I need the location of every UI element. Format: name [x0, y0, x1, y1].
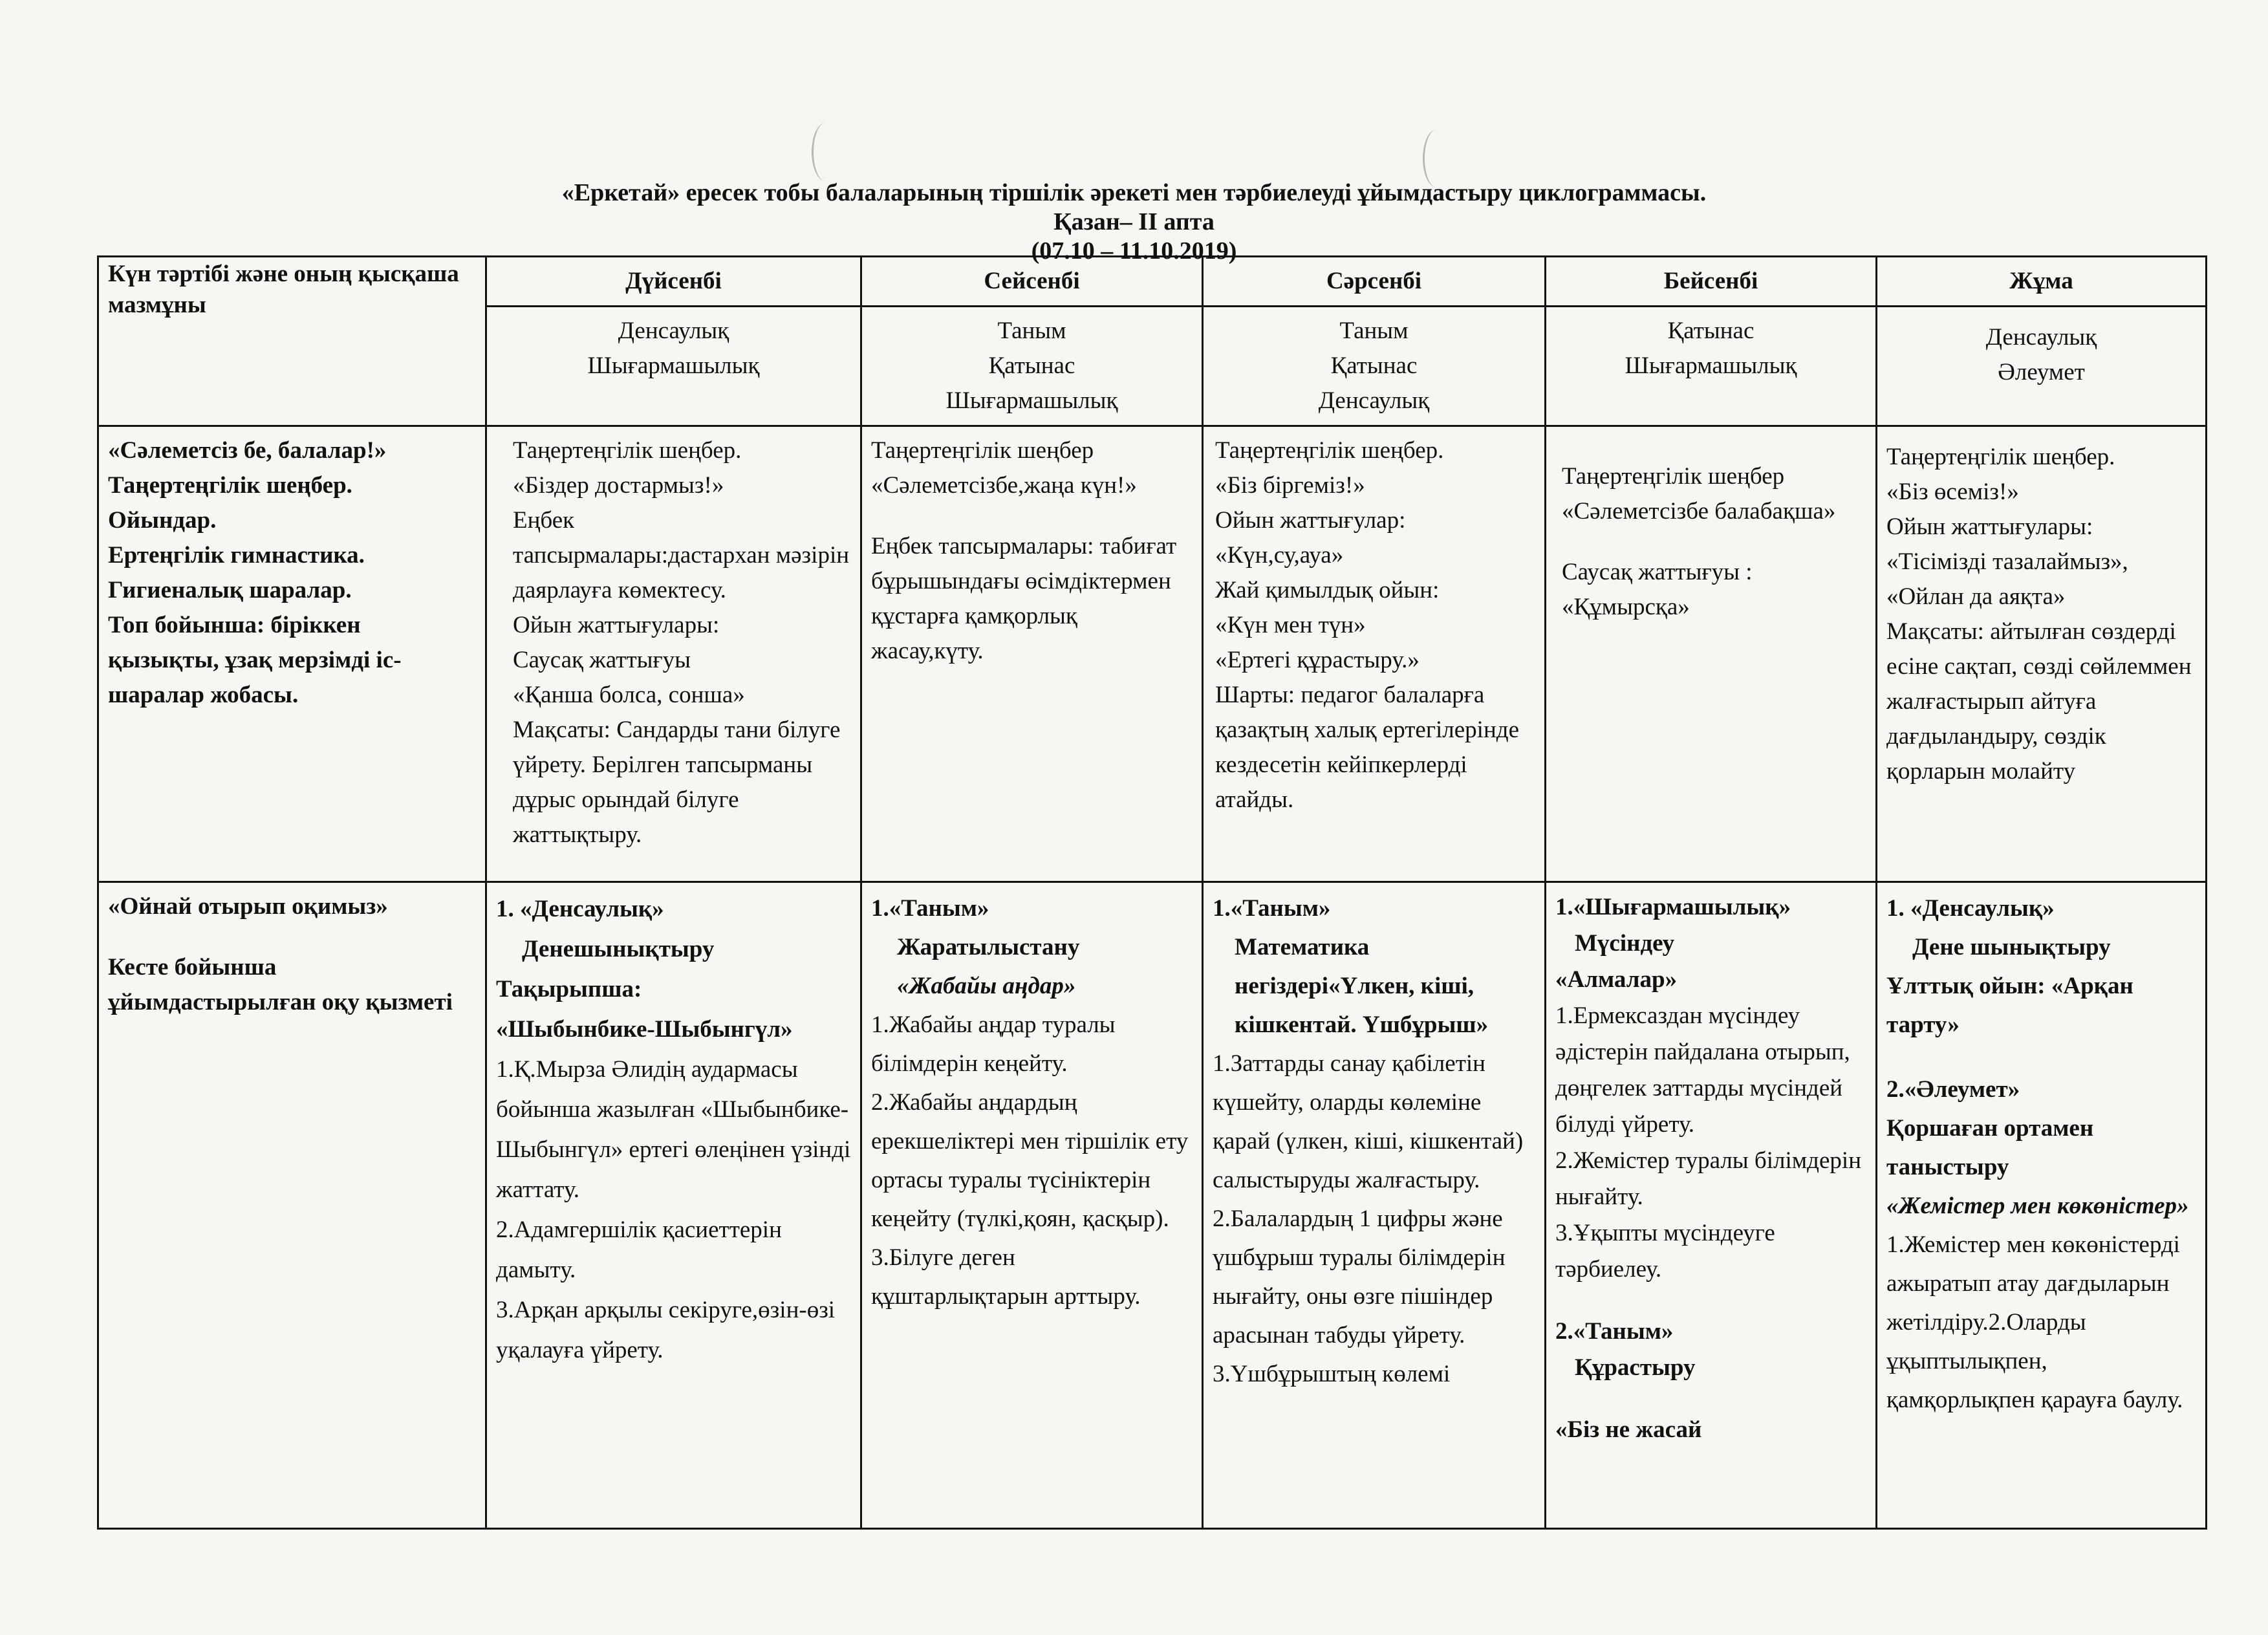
spacer: [1555, 1386, 1866, 1412]
subject-heading: Денешынықтыру: [522, 936, 715, 962]
subject-heading: Құрастыру: [1575, 1354, 1696, 1381]
routine-line: Кесте бойынша ұйымдастырылған оқу қызметі: [108, 954, 453, 1015]
punch-hole-mark: [812, 123, 839, 181]
cell-line: Саусақ жаттығуы :: [1562, 559, 1753, 585]
cell-line: «Сәлеметсізбе,жаңа күн!»: [871, 472, 1137, 499]
cell-line: 1.Ермексаздан мүсіндеу әдістерін пайдалана отырып, дөңгелек заттарды мүсіндей білуді үйрету.: [1555, 1002, 1850, 1138]
cell-line: Мақсаты: Сандарды тани білуге үйрету. Берілген тапсырманы дұрыс орындай білуге жаттықтыру.: [513, 717, 841, 848]
spacer: [871, 503, 1193, 529]
learning-friday: [1877, 882, 2207, 1529]
cell-line: «Біз өсеміз!»: [1886, 479, 2019, 505]
areas-friday: [1877, 307, 2207, 426]
title-line-3: (07.10 – 11.10.2019): [1031, 237, 1237, 265]
cell-line: «Күн мен түн»: [1215, 612, 1366, 638]
subject-topic: «Шыбынбике-Шыбынгүл»: [496, 1016, 793, 1043]
spacer: [1555, 1288, 1866, 1314]
cell-line: Ойын жаттығулар:: [1215, 507, 1406, 534]
cell-line: Таңертеңгілік шеңбер: [1562, 463, 1785, 490]
subject-topic: «Жемістер мен көкөністер»: [1886, 1193, 2189, 1219]
cell-line: «Біз біргеміз!»: [1215, 472, 1365, 499]
cell-line: «Қанша болса, сонша»: [513, 682, 745, 708]
cell-line: 2.Балалардың 1 цифры және үшбұрыш туралы білімдерін нығайту, оны өзге пішіндер арасынан табуды үйрету.: [1213, 1206, 1506, 1348]
cell-line: тапсырмалары:дастархан мәзірін даярлауға көмектесу.: [513, 542, 850, 603]
cell-line: «Біздер достармыз!»: [513, 472, 724, 499]
cell-line: 3.Ұқыпты мүсіндеуге тәрбиелеу.: [1555, 1220, 1775, 1283]
area-label: Шығармашылық: [587, 352, 760, 379]
cell-line: «Сәлеметсізбе балабақша»: [1562, 498, 1836, 525]
spacer: [108, 924, 476, 950]
area-label: Денсаулық: [618, 318, 729, 344]
header-row-days: [98, 257, 2207, 307]
area-label: Қатынас: [988, 352, 1075, 379]
cell-line: «Құмырсқа»: [1562, 594, 1690, 620]
subject-heading: Дене шынықтыру: [1912, 934, 2111, 960]
subject-heading: 1.«Таным»: [1213, 895, 1331, 922]
subject-topic: «Алмалар»: [1555, 966, 1678, 993]
areas-wednesday: [1203, 307, 1546, 426]
row-organized-learning: [98, 882, 2207, 1529]
cyclogram-table: [97, 255, 2207, 1530]
header-routine-cell: [98, 257, 486, 426]
routine-line: Ойындар.: [108, 507, 217, 534]
header-routine-label: Күн тәртібі және оның қысқаша мазмұны: [108, 261, 459, 318]
routine-line: Гигиеналық шаралар.: [108, 577, 352, 603]
subject-heading: 1. «Денсаулық»: [496, 896, 664, 922]
day-friday: Жұма: [1877, 257, 2207, 307]
cell-line: «Күн,су,ауа»: [1215, 542, 1344, 568]
areas-monday: [486, 307, 861, 426]
day-thursday: Бейсенбі: [1546, 257, 1877, 307]
subject-topic: «Біз не жасай: [1555, 1416, 1702, 1443]
cell-line: Мақсаты: айтылған сөздерді есіне сақтап, сөзді сөйлеммен жалғастырып айтуға дағдыландыру, сөздік қорларын молайту: [1886, 618, 2192, 785]
cell-line: Шарты: педагог балаларға қазақтың халық ертегілерінде кездесетін кейіпкерлерді атайды.: [1215, 682, 1519, 813]
cell-line: 1.Заттарды санау қабілетін күшейту, оларды көлеміне қарай (үлкен, кіші, кішкентай) салыстыруды жалғастыру.: [1213, 1050, 1524, 1193]
area-label: Таным: [1339, 318, 1409, 344]
subject-heading: Қоршаған ортамен таныстыру: [1886, 1115, 2094, 1180]
area-label: Әлеумет: [1998, 359, 2085, 385]
cell-line: Саусақ жаттығуы: [513, 647, 691, 673]
cell-line: Еңбек: [513, 507, 575, 534]
areas-thursday: [1546, 307, 1877, 426]
cell-line: 2.Адамгершілік қасиеттерін дамыту.: [496, 1217, 782, 1283]
cell-line: Таңертеңгілік шеңбер.: [1215, 437, 1444, 464]
area-label: Шығармашылық: [1625, 352, 1797, 379]
routine-line: Ертеңгілік гимнастика.: [108, 542, 365, 568]
area-label: Қатынас: [1330, 352, 1418, 379]
cell-line: 3.Арқан арқылы секіруге,өзін-өзі уқалауға үйрету.: [496, 1297, 836, 1363]
subject-heading: Мүсіндеу: [1575, 930, 1675, 957]
routine-line: Таңертеңгілік шеңбер.: [108, 472, 352, 499]
subject-heading: Жаратылыстану: [897, 934, 1080, 960]
areas-tuesday: [861, 307, 1203, 426]
cell-line: Жай қимылдық ойын:: [1215, 577, 1440, 603]
routine-learning: [98, 882, 486, 1529]
cell-line: Ойын жаттығулары:: [1886, 514, 2093, 540]
area-label: Шығармашылық: [945, 387, 1118, 414]
subject-topic: Ұлттық ойын: «Арқан тарту»: [1886, 973, 2133, 1038]
subject-heading: 1.«Шығармашылық»: [1555, 894, 1791, 920]
area-label: Қатынас: [1667, 318, 1755, 344]
learning-wednesday: [1203, 882, 1546, 1529]
area-label: Денсаулық: [1985, 324, 2097, 351]
area-label: Денсаулық: [1318, 387, 1430, 414]
routine-line: Топ бойынша: біріккен қызықты, ұзақ мерзімді іс-шаралар жобасы.: [108, 612, 402, 708]
morning-thursday: [1546, 426, 1877, 882]
spacer: [1562, 529, 1866, 555]
document-title: [0, 179, 2268, 266]
cell-line: Таңертеңгілік шеңбер.: [1886, 444, 2115, 470]
day-wednesday: Сәрсенбі: [1203, 257, 1546, 307]
cell-line: 2.Жемістер туралы білімдерін нығайту.: [1555, 1147, 1861, 1210]
routine-morning: [98, 426, 486, 882]
cell-line: 2.Жабайы аңдардың ерекшеліктері мен тіршілік ету ортасы туралы түсініктерін кеңейту (түлкі,қоян, қасқыр). 3.Білуге деген құштарлықтарын арттыру.: [871, 1089, 1189, 1310]
cell-line: 1.Қ.Мырза Әлидің аудармасы бойынша жазылған «Шыбынбике-Шыбынгүл» ертегі өлеңінен үзінді жаттату.: [496, 1056, 851, 1203]
subject-topic: Математика негіздері«Үлкен, кіші, кішкентай. Үшбұрыш»: [1235, 934, 1489, 1038]
cell-line: 3.Үшбұрыштың көлемі: [1213, 1361, 1451, 1387]
day-tuesday: Сейсенбі: [861, 257, 1203, 307]
subject-topic: «Жабайы аңдар»: [897, 973, 1076, 999]
subject-heading: Тақырыпша:: [496, 976, 642, 1002]
morning-tuesday: [861, 426, 1203, 882]
cell-line: 1.Жабайы аңдар туралы білімдерін кеңейту.: [871, 1012, 1116, 1077]
area-label: Таным: [997, 318, 1066, 344]
morning-monday: [486, 426, 861, 882]
subject-heading: 1. «Денсаулық»: [1886, 895, 2055, 922]
cell-line: Ойын жаттығулары:: [513, 612, 720, 638]
title-line-2: Қазан– ІІ апта: [1053, 208, 1215, 235]
morning-wednesday: [1203, 426, 1546, 882]
day-monday: Дүйсенбі: [486, 257, 861, 307]
learning-monday: [486, 882, 861, 1529]
learning-thursday: [1546, 882, 1877, 1529]
routine-line: «Сәлеметсіз бе, балалар!»: [108, 437, 387, 464]
learning-tuesday: [861, 882, 1203, 1529]
cell-line: «Тісімізді тазалаймыз», «Ойлан да аяқта»: [1886, 548, 2128, 610]
morning-friday: [1877, 426, 2207, 882]
subject-heading: 2.«Таным»: [1555, 1318, 1674, 1345]
row-morning: [98, 426, 2207, 882]
cell-line: Еңбек тапсырмалары: табиғат бұрышындағы өсімдіктермен құстарға қамқорлық жасау,күту.: [871, 533, 1177, 664]
subject-heading: 2.«Әлеумет»: [1886, 1076, 2020, 1103]
cell-line: 1.Жемістер мен көкөністерді ажыратып атау дағдыларын жетілдіру.2.Оларды ұқыптылықпен, қамқорлықпен қарауға баулу.: [1886, 1231, 2183, 1413]
spacer: [1886, 1045, 2196, 1070]
routine-line: «Ойнай отырып оқимыз»: [108, 893, 388, 920]
subject-heading: 1.«Таным»: [871, 895, 989, 922]
cell-line: Таңертеңгілік шеңбер.: [513, 437, 742, 464]
cell-line: Таңертеңгілік шеңбер: [871, 437, 1094, 464]
cell-line: «Ертегі құрастыру.»: [1215, 647, 1420, 673]
title-line-1: «Еркетай» ересек тобы балаларының тіршілік әрекеті мен тәрбиелеуді ұйымдастыру циклограммасы.: [561, 179, 1707, 206]
